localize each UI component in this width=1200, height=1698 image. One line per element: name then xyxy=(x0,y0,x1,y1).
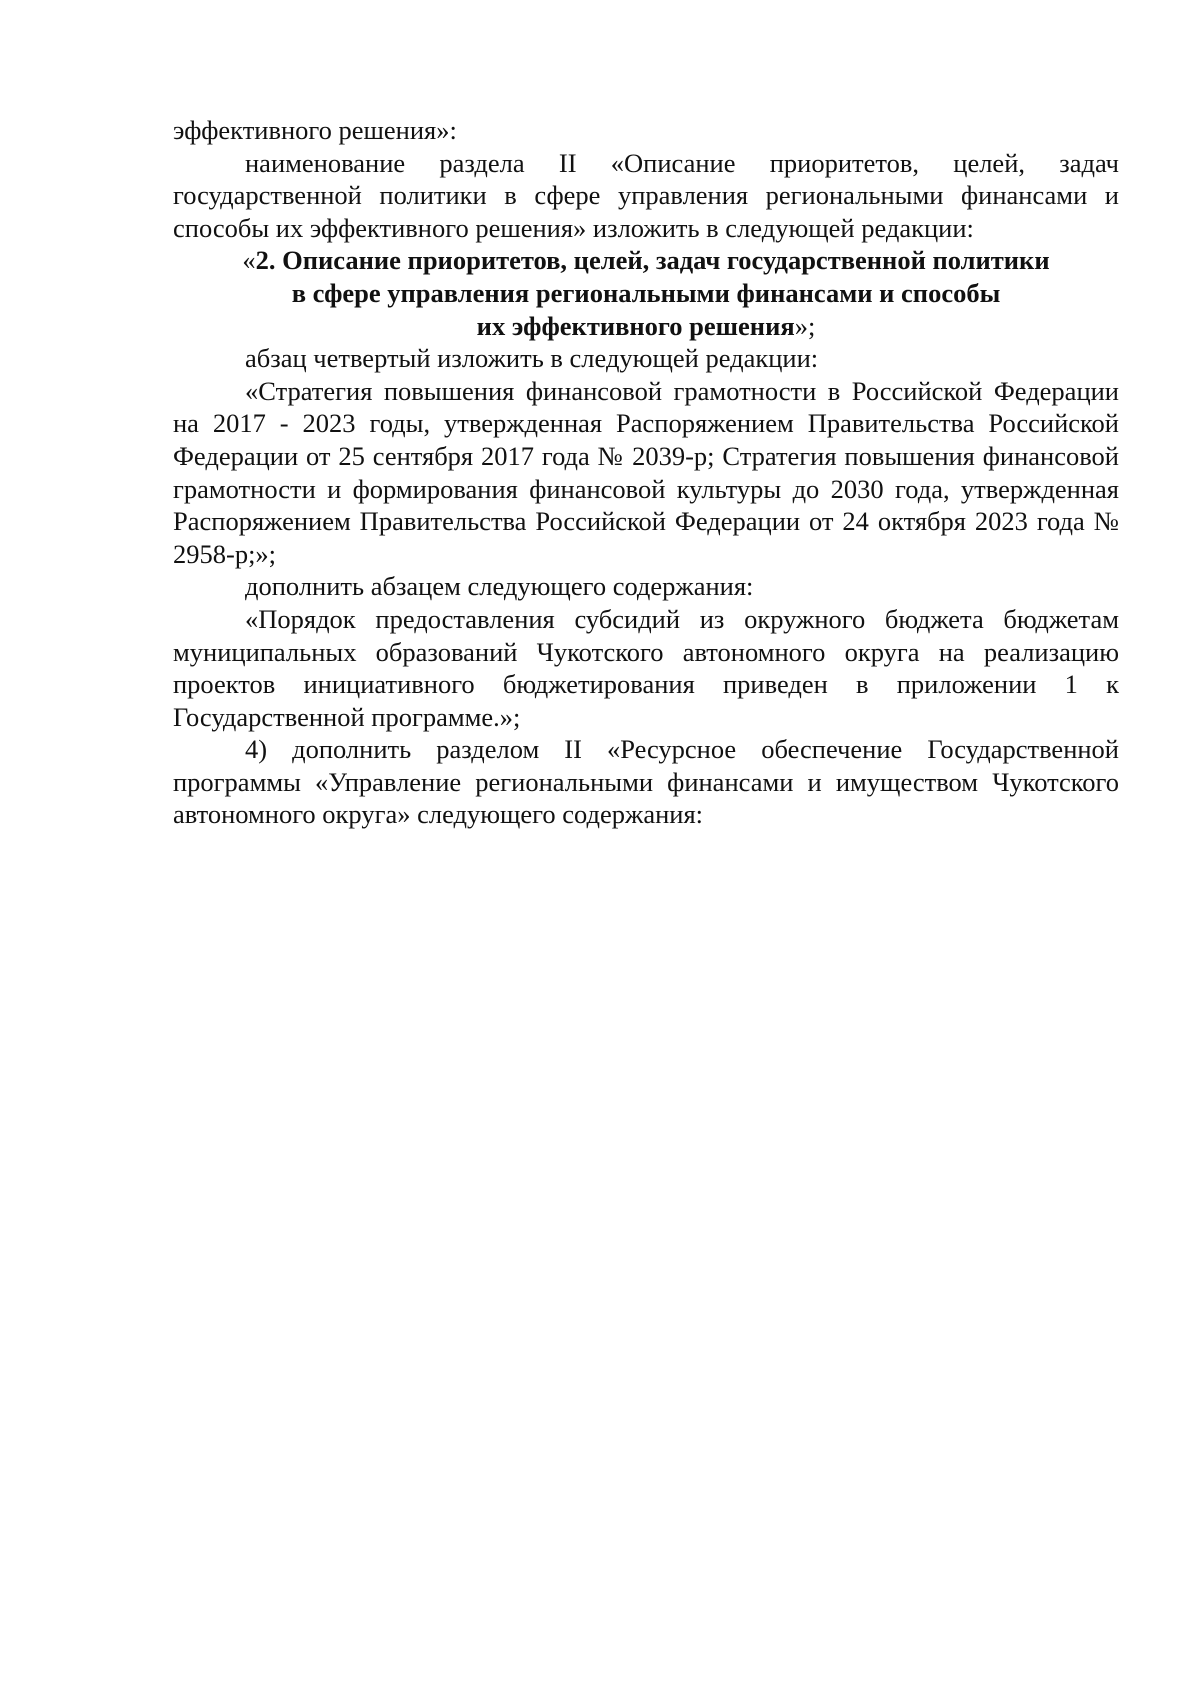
section-heading-line-1 xyxy=(173,244,1119,277)
section-heading xyxy=(173,244,1119,342)
section-heading-line-3 xyxy=(173,310,1119,343)
paragraph-section-rename: наименование раздела II «Описание приоритетов, целей, задач государственной политики в сфере управления региональными финансами и способы их эффективного решения» изложить в следующей редакции: xyxy=(173,147,1119,243)
section-heading-line-2: в сфере управления региональными финансами и способы xyxy=(291,277,1001,308)
paragraph-add-abzac: дополнить абзацем следующего содержания: xyxy=(245,571,754,602)
document-body xyxy=(173,114,1119,831)
paragraph-fourth-abzac: абзац четвертый изложить в следующей редакции: xyxy=(245,343,819,374)
paragraph-section-resources: 4) дополнить разделом II «Ресурсное обеспечение Государственной программы «Управление региональными финансами и имуществом Чукотского автономного округа» следующего содержания: xyxy=(173,734,1119,830)
heading-text-1: 2. Описание приоритетов, целей, задач государственной политики xyxy=(255,245,1050,276)
heading-text-3: их эффективного решения xyxy=(476,310,795,341)
paragraph-strategy: «Стратегия повышения финансовой грамотности в Российской Федерации на 2017 - 2023 годы, утвержденная Распоряжением Правительства Российской Федерации от 25 сентября 2017 года № 2039-р; Стратегия повышения финансовой грамотности и формирования финансовой культуры до 2030 года, утвержденная Распоряжением Правительства Российской Федерации от 24 октября 2023 года № 2958-р;»; xyxy=(173,375,1119,569)
heading-close-tail: »; xyxy=(794,310,816,341)
paragraph-subsidies: «Порядок предоставления субсидий из окружного бюджета бюджетам муниципальных образований Чукотского автономного округа на реализацию проектов инициативного бюджетирования приведен в приложении 1 к Государственной программе.»; xyxy=(173,603,1119,732)
paragraph-continuation: эффективного решения»: xyxy=(173,115,457,145)
heading-open-quote: « xyxy=(242,245,256,276)
